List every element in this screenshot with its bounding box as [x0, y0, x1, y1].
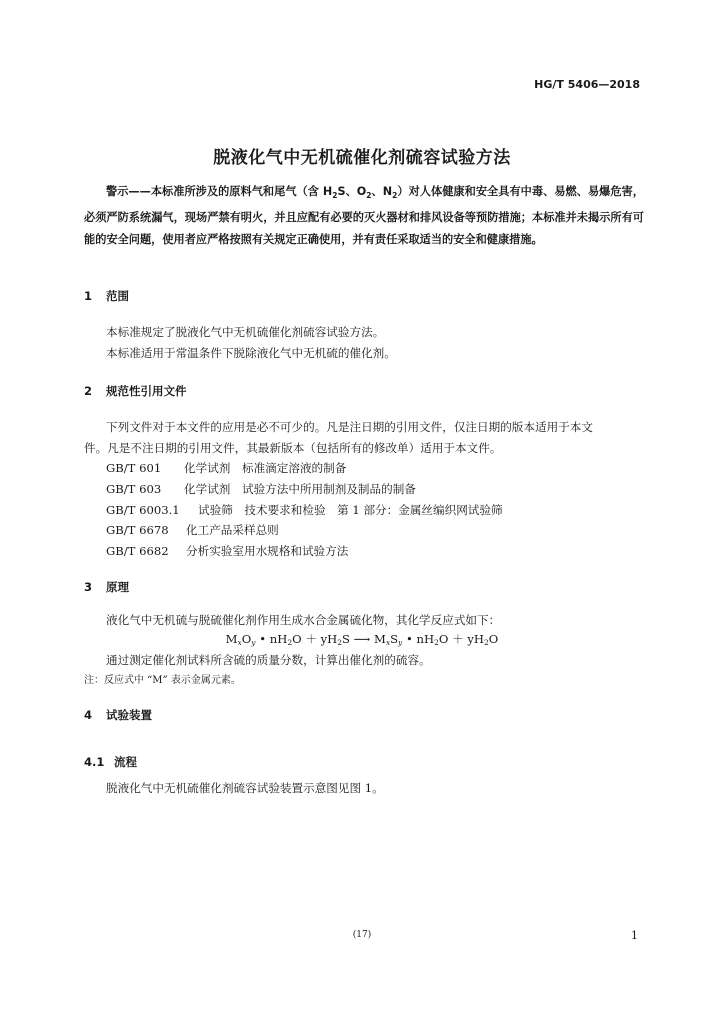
principle-paragraph-2: 通过测定催化剂试料所含硫的质量分数，计算出催化剂的硫容。 — [106, 653, 431, 667]
section-title: 规范性引用文件 — [106, 384, 187, 398]
footer-sequence: (17) — [352, 930, 372, 940]
reference-code: GB/T 6678 — [106, 523, 169, 537]
reference-item — [106, 522, 279, 538]
standard-code: HG/T 5406—2018 — [534, 78, 640, 91]
scope-paragraph-1: 本标准规定了脱液化气中无机硫催化剂硫容试验方法。 — [106, 325, 385, 339]
reference-title: 试验筛 技术要求和检验 第 1 部分：金属丝编织网试验筛 — [198, 503, 503, 517]
section-4-heading — [84, 707, 152, 723]
section-number: 1 — [84, 289, 93, 303]
section-number: 4 — [84, 708, 93, 722]
section-title: 范围 — [106, 289, 129, 303]
reference-item — [106, 460, 346, 476]
principle-paragraph-1: 液化气中无机硫与脱硫催化剂作用生成水合金属硫化物，其化学反应式如下： — [106, 613, 501, 627]
subsection-4-1-heading — [84, 754, 137, 770]
reference-item — [106, 481, 416, 497]
references-intro-line-2: 件。凡是不注日期的引用文件，其最新版本（包括所有的修改单）适用于本文件。 — [84, 441, 502, 455]
section-number: 3 — [84, 580, 93, 594]
reference-title: 化学试剂 试验方法中所用制剂及制品的制备 — [184, 482, 416, 496]
reference-code: GB/T 6682 — [106, 544, 169, 558]
page-title: 脱液化气中无机硫催化剂硫容试验方法 — [213, 148, 511, 168]
scope-paragraph-2: 本标准适用于常温条件下脱除液化气中无机硫的催化剂。 — [106, 346, 396, 360]
section-title: 原理 — [106, 580, 129, 594]
subsection-number: 4.1 — [84, 755, 105, 769]
reference-code: GB/T 6003.1 — [106, 503, 180, 517]
section-title: 试验装置 — [106, 708, 152, 722]
reference-code: GB/T 601 — [106, 461, 162, 475]
reference-item — [106, 543, 348, 559]
references-intro-line-1: 下列文件对于本文件的应用是必不可少的。凡是注日期的引用文件，仅注日期的版本适用于本文 — [106, 420, 593, 434]
apparatus-paragraph: 脱液化气中无机硫催化剂硫容试验装置示意图见图 1。 — [106, 781, 384, 795]
reference-title: 化工产品采样总则 — [186, 523, 279, 537]
page-number: 1 — [631, 929, 638, 942]
reference-title: 分析实验室用水规格和试验方法 — [186, 544, 349, 558]
warning-paragraph: 警示——本标准所涉及的原料气和尾气（含 $H_2S$、$O_2$、$N_2$）对人体健康和安全具有中毒、易燃、易爆危害，必须严防系统漏气，现场严禁有明火，并且应配有必要的灭火器材和排风设备等预防措施；本标准并未揭示所有可能的安全问题，使用者应严格按照有关规定正确使用，并有责任采取适当的安全和健康措施。 — [84, 185, 644, 247]
section-1-heading — [84, 288, 129, 304]
subsection-title: 流程 — [114, 755, 137, 769]
reference-title: 化学试剂 标准滴定溶液的制备 — [184, 461, 347, 475]
reference-code: GB/T 603 — [106, 482, 162, 496]
section-2-heading — [84, 383, 187, 399]
reference-item — [106, 502, 503, 518]
section-3-heading — [84, 579, 129, 595]
chemical-equation: $M_xO_y$ • $nH_2O + yH_2S$ ⟶ $M_xS_y$ • $nH_2O + yH_2O$ — [225, 632, 499, 647]
section-number: 2 — [84, 384, 93, 398]
principle-note: 注：反应式中 “M” 表示金属元素。 — [84, 675, 241, 686]
